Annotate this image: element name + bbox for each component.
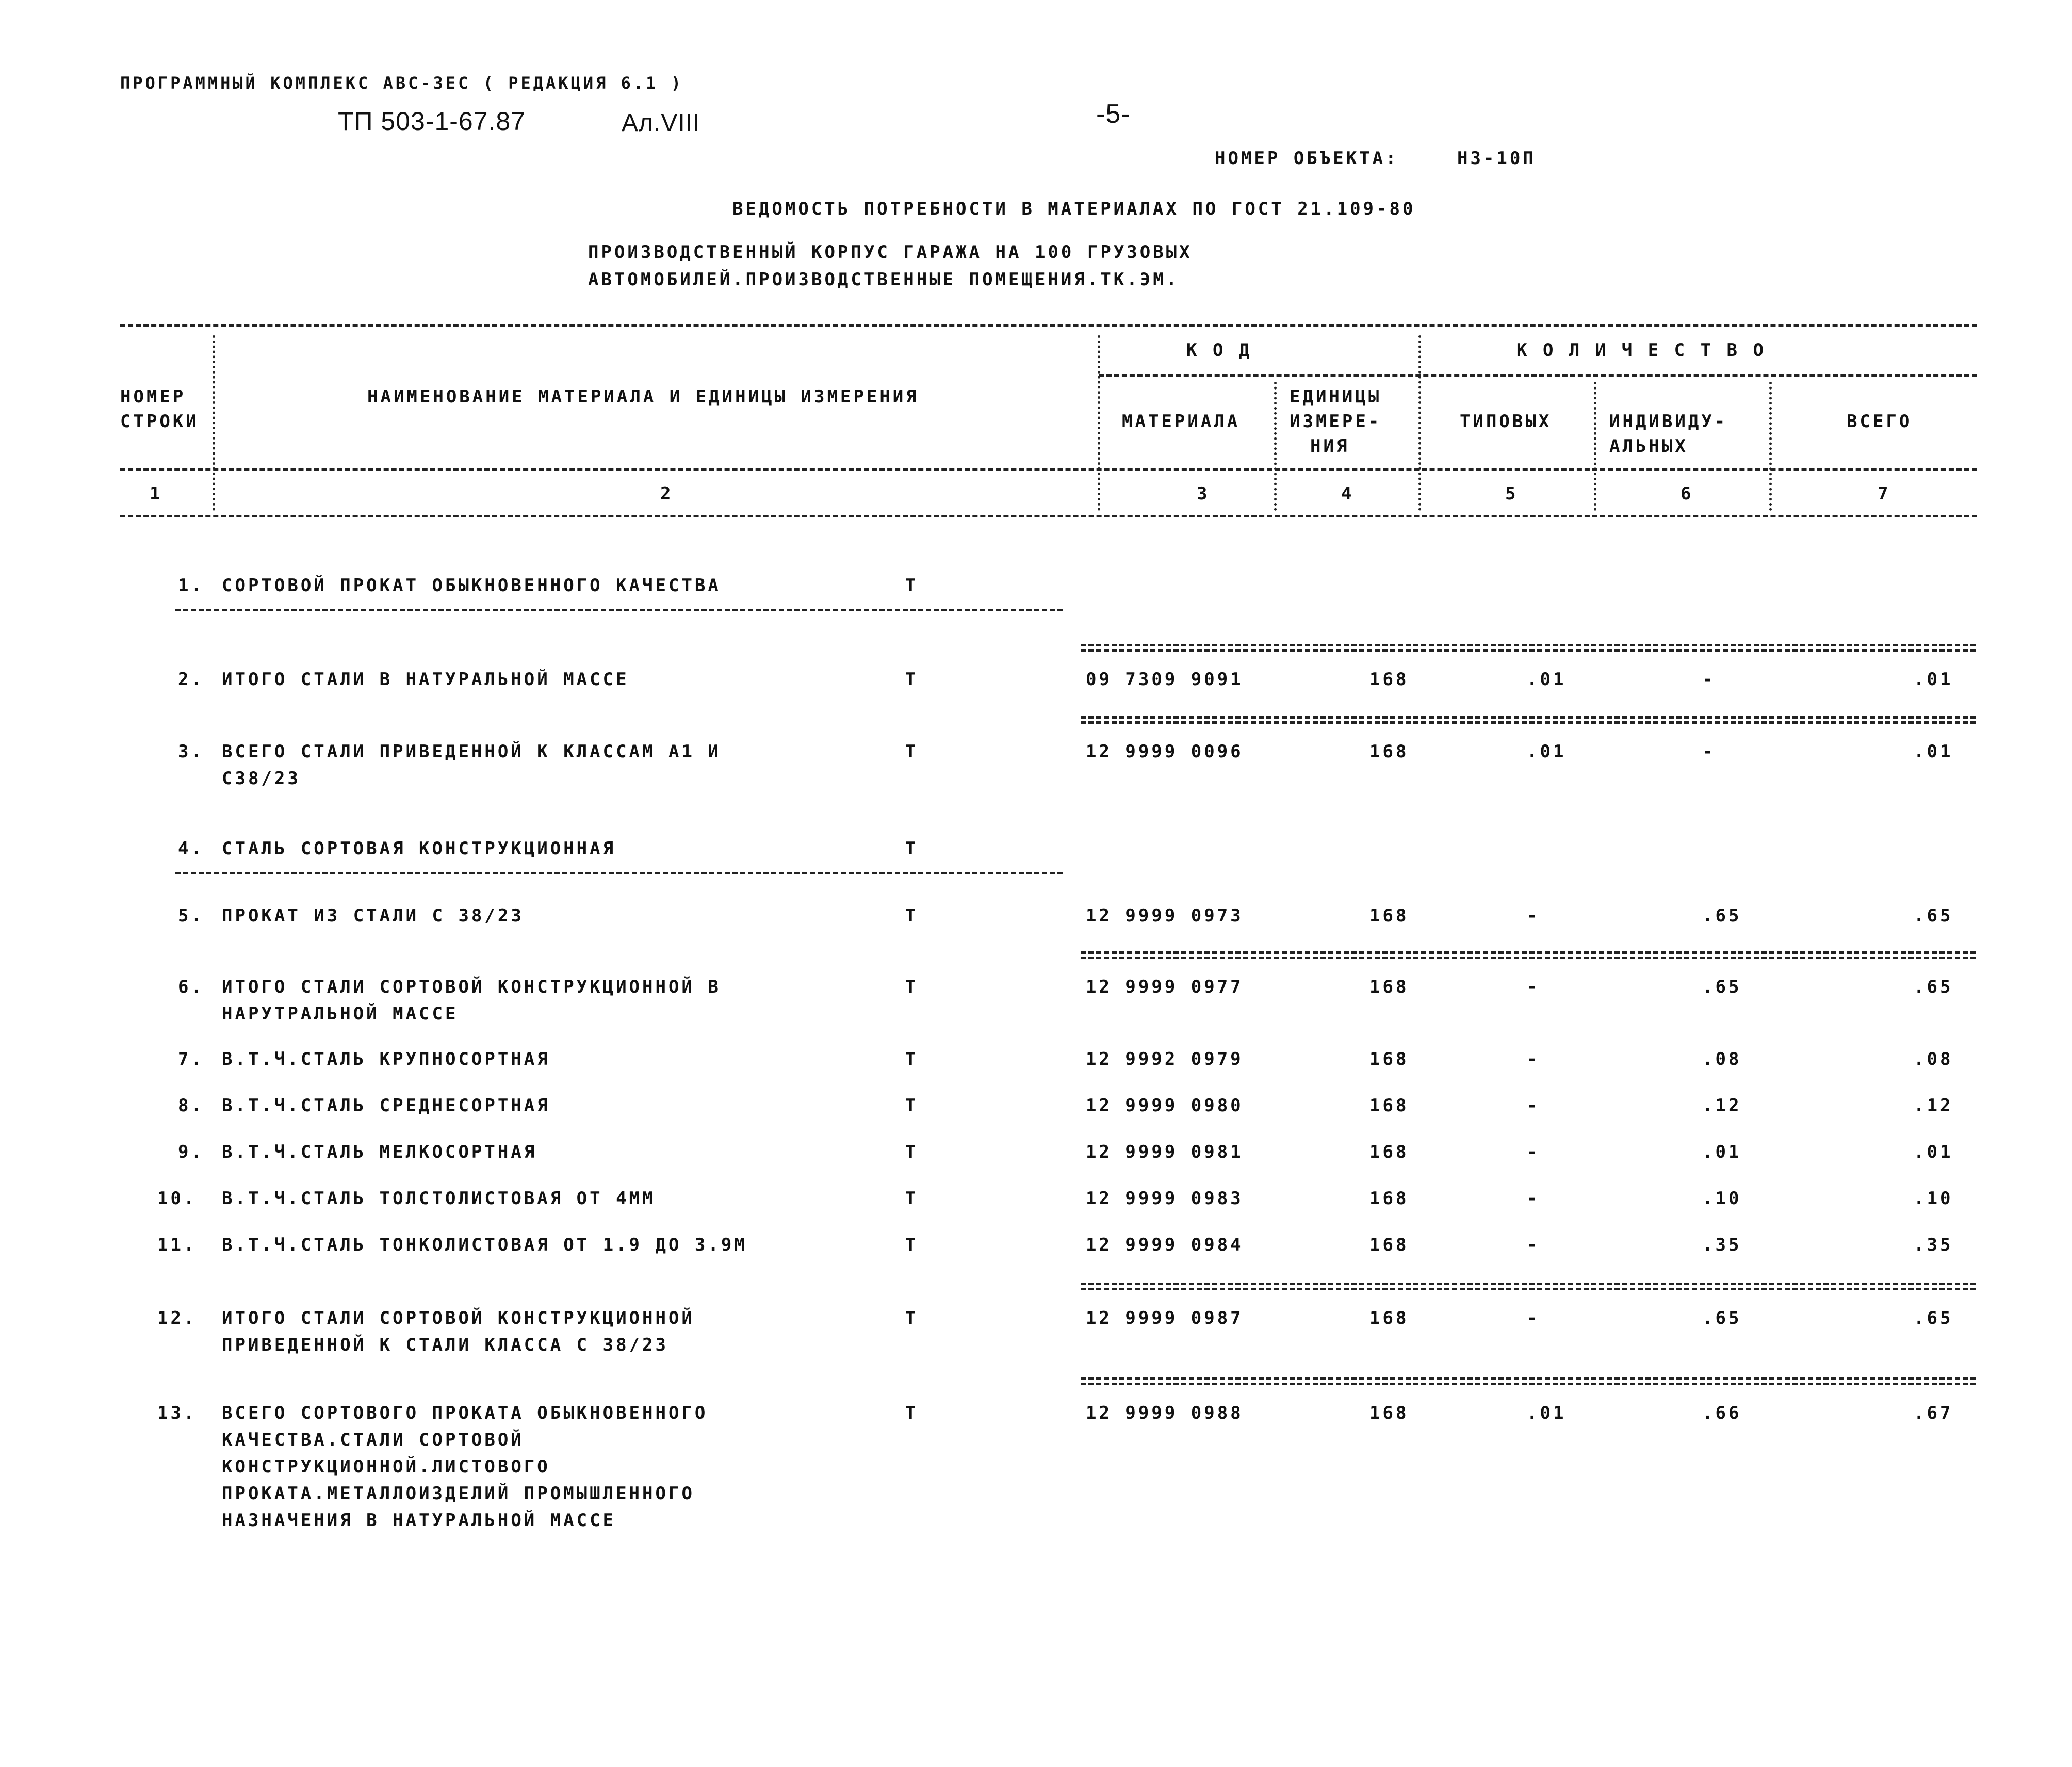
doc-number: ТП 503-1-67.87 (338, 107, 526, 136)
row-unit-code: 168 (1369, 977, 1409, 997)
row-name-line: ИТОГО СТАЛИ В НАТУРАЛЬНОЙ МАССЕ (222, 669, 629, 690)
object-label: НОМЕР ОБЪЕКТА: (1215, 148, 1399, 169)
row-qty-individual: .08 (1702, 1049, 1742, 1069)
header-bottom-rule (120, 468, 1977, 471)
row-qty-individual: .10 (1702, 1188, 1742, 1209)
document-title: ВЕДОМОСТЬ ПОТРЕБНОСТИ В МАТЕРИАЛАХ ПО ГОСТ 21.109-80 (732, 199, 1416, 219)
row-unit-code: 168 (1369, 1142, 1409, 1162)
row-qty-individual: .65 (1702, 905, 1742, 926)
row-qty-individual: - (1702, 741, 1716, 762)
row-qty-total: .01 (1914, 1142, 1953, 1162)
row-qty-typical: - (1527, 1188, 1540, 1209)
row-name-line: СОРТОВОЙ ПРОКАТ ОБЫКНОВЕННОГО КАЧЕСТВА (222, 575, 721, 596)
subtitle-line-1: ПРОИЗВОДСТВЕННЫЙ КОРПУС ГАРАЖА НА 100 ГРУЗОВЫХ (588, 242, 1193, 263)
row-name-line: В.Т.Ч.СТАЛЬ МЕЛКОСОРТНАЯ (222, 1142, 537, 1162)
row-unit: Т (905, 1049, 919, 1069)
row-qty-typical: - (1527, 1095, 1540, 1116)
header-code-material: МАТЕРИАЛА (1122, 411, 1241, 432)
row-number: 6. (178, 977, 204, 997)
row-material-code: 12 9999 0980 (1086, 1095, 1244, 1116)
row-material-code: 09 7309 9091 (1086, 669, 1244, 690)
row-qty-individual: .65 (1702, 977, 1742, 997)
row-name-line: КАЧЕСТВА.СТАЛИ СОРТОВОЙ (222, 1430, 524, 1450)
col-divider-6 (1769, 382, 1772, 511)
row-number: 3. (178, 741, 204, 762)
row-name-line: НАРУТРАЛЬНОЙ МАССЕ (222, 1003, 459, 1024)
table-top-rule (120, 324, 1977, 327)
row-name-line: ПРИВЕДЕННОЙ К СТАЛИ КЛАССА С 38/23 (222, 1335, 668, 1355)
row-number: 7. (178, 1049, 204, 1069)
row-unit-code: 168 (1369, 1235, 1409, 1255)
row-qty-typical: .01 (1527, 741, 1567, 762)
row-qty-typical: .01 (1527, 1403, 1567, 1423)
header-qty-typical: ТИПОВЫХ (1460, 411, 1552, 432)
row-qty-total: .10 (1914, 1188, 1953, 1209)
row-name-line: В.Т.Ч.СТАЛЬ ТОЛСТОЛИСТОВАЯ ОТ 4ММ (222, 1188, 656, 1209)
row-separator (1081, 951, 1976, 959)
header-name: НАИМЕНОВАНИЕ МАТЕРИАЛА И ЕДИНИЦЫ ИЗМЕРЕНИЯ (367, 386, 919, 407)
header-qty-total: ВСЕГО (1847, 411, 1913, 432)
program-line: ПРОГРАММНЫЙ КОМПЛЕКС АВС-ЗЕС ( РЕДАКЦИЯ 6.1 ) (120, 73, 683, 93)
row-material-code: 12 9999 0988 (1086, 1403, 1244, 1423)
col-divider-1 (213, 335, 215, 511)
row-qty-individual: .01 (1702, 1142, 1742, 1162)
col-number-5: 5 (1505, 483, 1519, 504)
row-number: 4. (178, 838, 204, 859)
col-divider-4 (1418, 335, 1421, 511)
row-number: 1. (178, 575, 204, 596)
row-qty-individual: .65 (1702, 1308, 1742, 1328)
header-code-group: К О Д (1186, 340, 1252, 361)
row-number: 8. (178, 1095, 204, 1116)
row-material-code: 12 9999 0987 (1086, 1308, 1244, 1328)
row-unit: Т (905, 1142, 919, 1162)
col-number-6: 6 (1681, 483, 1694, 504)
row-name-line: В.Т.Ч.СТАЛЬ СРЕДНЕСОРТНАЯ (222, 1095, 550, 1116)
row-material-code: 12 9999 0973 (1086, 905, 1244, 926)
row-unit-code: 168 (1369, 669, 1409, 690)
row-number: 11. (157, 1235, 197, 1255)
row-qty-typical: - (1527, 1235, 1540, 1255)
row-separator (1081, 1377, 1976, 1385)
row-unit: Т (905, 1235, 919, 1255)
row-name-line: В.Т.Ч.СТАЛЬ ТОНКОЛИСТОВАЯ ОТ 1.9 ДО 3.9М (222, 1235, 747, 1255)
row-name-line: С38/23 (222, 768, 301, 789)
row-unit: Т (905, 905, 919, 926)
row-unit-code: 168 (1369, 1308, 1409, 1328)
row-material-code: 12 9999 0984 (1086, 1235, 1244, 1255)
page-number: -5- (1096, 99, 1131, 129)
header-code-unit-3: НИЯ (1310, 436, 1350, 457)
col-number-4: 4 (1341, 483, 1355, 504)
row-material-code: 12 9992 0979 (1086, 1049, 1244, 1069)
row-unit: Т (905, 1403, 919, 1423)
row-number: 9. (178, 1142, 204, 1162)
header-row-no-1: НОМЕР (120, 386, 186, 407)
col-divider-3 (1274, 382, 1277, 511)
row-material-code: 12 9999 0096 (1086, 741, 1244, 762)
header-code-unit-1: ЕДИНИЦЫ (1290, 386, 1382, 407)
row-qty-total: .65 (1914, 977, 1953, 997)
row-number: 10. (157, 1188, 197, 1209)
section-underline (175, 609, 1063, 611)
row-separator (1081, 644, 1976, 652)
row-material-code: 12 9999 0981 (1086, 1142, 1244, 1162)
row-qty-individual: .35 (1702, 1235, 1742, 1255)
col-number-1: 1 (150, 483, 163, 504)
row-qty-typical: - (1527, 1142, 1540, 1162)
row-qty-typical: - (1527, 1308, 1540, 1328)
header-code-unit-2: ИЗМЕРЕ- (1290, 411, 1382, 432)
code-group-rule (1099, 374, 1977, 377)
row-qty-typical: - (1527, 905, 1540, 926)
header-qty-individual-1: ИНДИВИДУ- (1609, 411, 1728, 432)
header-row-no-2: СТРОКИ (120, 411, 199, 432)
row-qty-individual: .12 (1702, 1095, 1742, 1116)
col-divider-5 (1594, 382, 1596, 511)
row-material-code: 12 9999 0983 (1086, 1188, 1244, 1209)
row-unit: Т (905, 741, 919, 762)
row-name-line: НАЗНАЧЕНИЯ В НАТУРАЛЬНОЙ МАССЕ (222, 1510, 616, 1531)
row-qty-typical: - (1527, 1049, 1540, 1069)
header-qty-individual-2: АЛЬНЫХ (1609, 436, 1688, 457)
header-qty-group: К О Л И Ч Е С Т В О (1516, 340, 1766, 361)
album-number: Ал.VIII (622, 109, 700, 137)
row-qty-typical: .01 (1527, 669, 1567, 690)
row-qty-individual: - (1702, 669, 1716, 690)
row-name-line: ПРОКАТА.МЕТАЛЛОИЗДЕЛИЙ ПРОМЫШЛЕННОГО (222, 1483, 695, 1504)
row-name-line: ВСЕГО СТАЛИ ПРИВЕДЕННОЙ К КЛАССАМ А1 И (222, 741, 721, 762)
row-qty-total: .65 (1914, 1308, 1953, 1328)
row-qty-total: .65 (1914, 905, 1953, 926)
row-name-line: ВСЕГО СОРТОВОГО ПРОКАТА ОБЫКНОВЕННОГО (222, 1403, 708, 1423)
row-unit: Т (905, 1095, 919, 1116)
row-unit: Т (905, 669, 919, 690)
row-qty-total: .01 (1914, 741, 1953, 762)
row-unit: Т (905, 575, 919, 596)
row-qty-total: .01 (1914, 669, 1953, 690)
row-name-line: КОНСТРУКЦИОННОЙ.ЛИСТОВОГО (222, 1456, 550, 1477)
row-unit: Т (905, 1188, 919, 1209)
row-separator (1081, 1283, 1976, 1290)
row-qty-total: .08 (1914, 1049, 1953, 1069)
row-name-line: ИТОГО СТАЛИ СОРТОВОЙ КОНСТРУКЦИОННОЙ (222, 1308, 695, 1328)
row-unit-code: 168 (1369, 905, 1409, 926)
row-qty-total: .12 (1914, 1095, 1953, 1116)
row-unit: Т (905, 1308, 919, 1328)
col-number-3: 3 (1197, 483, 1210, 504)
row-material-code: 12 9999 0977 (1086, 977, 1244, 997)
col-numbers-bottom-rule (120, 515, 1977, 517)
row-number: 12. (157, 1308, 197, 1328)
col-number-2: 2 (660, 483, 674, 504)
row-unit: Т (905, 977, 919, 997)
row-qty-typical: - (1527, 977, 1540, 997)
row-unit-code: 168 (1369, 1049, 1409, 1069)
row-number: 2. (178, 669, 204, 690)
col-number-7: 7 (1878, 483, 1891, 504)
row-name-line: ИТОГО СТАЛИ СОРТОВОЙ КОНСТРУКЦИОННОЙ В (222, 977, 721, 997)
object-value: НЗ-10П (1457, 148, 1536, 169)
row-name-line: СТАЛЬ СОРТОВАЯ КОНСТРУКЦИОННАЯ (222, 838, 616, 859)
row-unit-code: 168 (1369, 1188, 1409, 1209)
row-unit: Т (905, 838, 919, 859)
row-number: 5. (178, 905, 204, 926)
row-qty-individual: .66 (1702, 1403, 1742, 1423)
row-number: 13. (157, 1403, 197, 1423)
row-separator (1081, 716, 1976, 724)
subtitle-line-2: АВТОМОБИЛЕЙ.ПРОИЗВОДСТВЕННЫЕ ПОМЕЩЕНИЯ.ТК.ЭМ. (588, 269, 1180, 290)
row-qty-total: .35 (1914, 1235, 1953, 1255)
row-qty-total: .67 (1914, 1403, 1953, 1423)
row-unit-code: 168 (1369, 1095, 1409, 1116)
row-unit-code: 168 (1369, 741, 1409, 762)
row-name-line: В.Т.Ч.СТАЛЬ КРУПНОСОРТНАЯ (222, 1049, 550, 1069)
row-unit-code: 168 (1369, 1403, 1409, 1423)
row-name-line: ПРОКАТ ИЗ СТАЛИ С 38/23 (222, 905, 524, 926)
section-underline (175, 872, 1063, 874)
col-divider-2 (1098, 335, 1100, 511)
